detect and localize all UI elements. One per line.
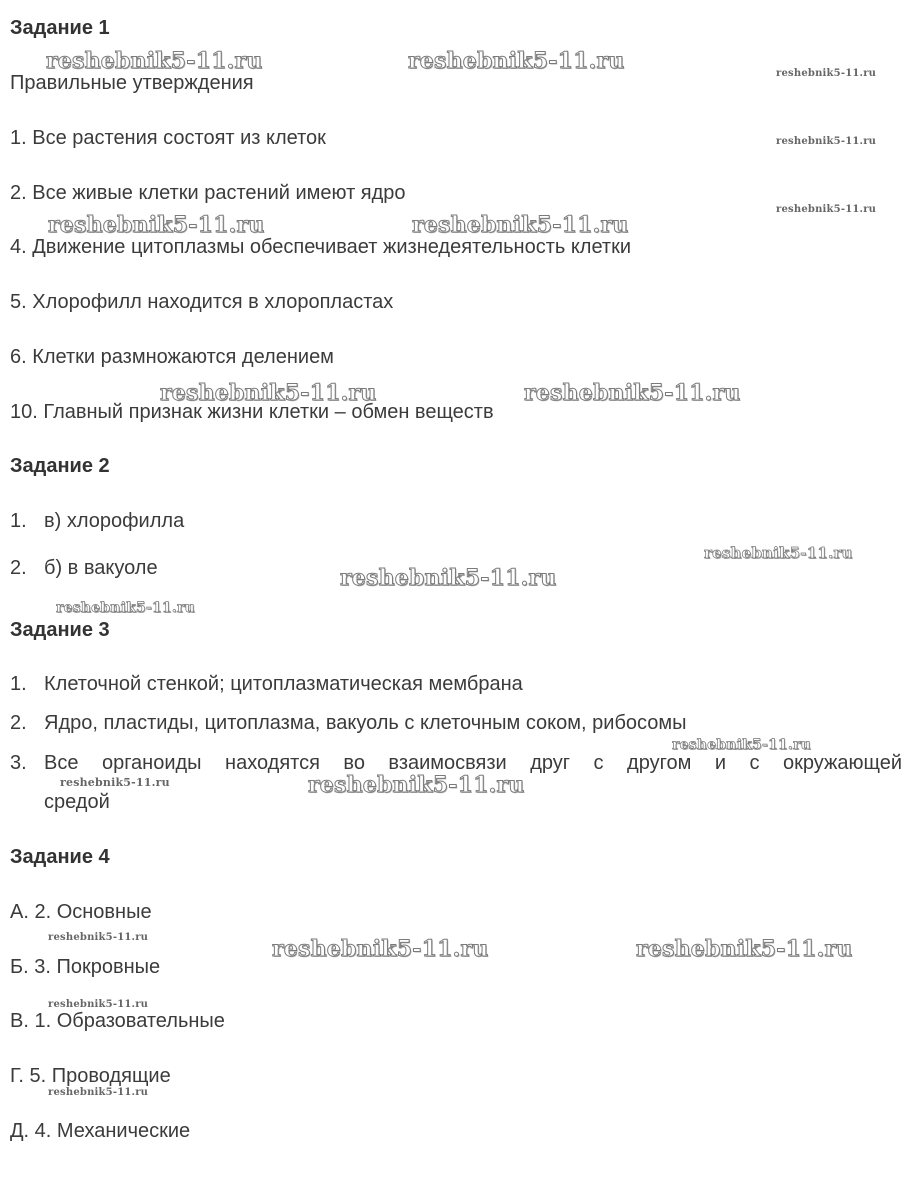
list-text: б) в вакуоле [44, 557, 158, 579]
watermark: reshebnik5-11.ru [272, 936, 489, 962]
watermark: reshebnik5-11.ru [408, 48, 625, 74]
watermark: reshebnik5-11.ru [776, 136, 877, 147]
list-text: Клеточной стенкой; цитоплазматическая мембрана [44, 673, 523, 695]
list-number: 3. [10, 752, 27, 774]
task1-item: 5. Хлорофилл находится в хлоропластах [10, 291, 394, 313]
task4-item: Г. 5. Проводящие [10, 1065, 171, 1087]
watermark: reshebnik5-11.ru [60, 776, 170, 789]
task1-subheading: Правильные утверждения [10, 72, 254, 94]
watermark: reshebnik5-11.ru [48, 1087, 149, 1098]
task3-item [0, 712, 909, 738]
watermark: reshebnik5-11.ru [776, 68, 877, 79]
list-number: 1. [10, 510, 27, 532]
task1-item: 6. Клетки размножаются делением [10, 346, 334, 368]
watermark: reshebnik5-11.ru [48, 932, 149, 943]
watermark: reshebnik5-11.ru [48, 212, 265, 238]
list-number: 2. [10, 557, 27, 579]
task1-item: 1. Все растения состоят из клеток [10, 127, 326, 149]
task4-item: Д. 4. Механические [10, 1120, 191, 1142]
watermark: reshebnik5-11.ru [672, 737, 811, 753]
watermark: reshebnik5-11.ru [340, 565, 557, 591]
watermark: reshebnik5-11.ru [776, 204, 877, 215]
watermark: reshebnik5-11.ru [56, 600, 195, 616]
task2-heading: Задание 2 [10, 455, 110, 477]
watermark: reshebnik5-11.ru [636, 936, 853, 962]
task1-heading: Задание 1 [10, 17, 110, 39]
task4-heading: Задание 4 [10, 846, 110, 868]
watermark: reshebnik5-11.ru [704, 544, 853, 562]
list-text: Ядро, пластиды, цитоплазма, вакуоль с клеточным соком, рибосомы [44, 712, 687, 734]
watermark: reshebnik5-11.ru [48, 999, 149, 1010]
list-text-continued: средой [44, 791, 110, 813]
watermark: reshebnik5-11.ru [308, 772, 525, 798]
list-text: Все органоиды находятся во взаимосвязи друг с другом и с окружающей [44, 752, 902, 774]
task3-heading: Задание 3 [10, 619, 110, 641]
list-text: в) хлорофилла [44, 510, 185, 532]
task1-item: 2. Все живые клетки растений имеют ядро [10, 182, 406, 204]
list-number: 1. [10, 673, 27, 695]
task2-item [0, 510, 909, 536]
watermark: reshebnik5-11.ru [46, 48, 263, 74]
task3-item [0, 673, 909, 699]
task1-item: 4. Движение цитоплазмы обеспечивает жизнедеятельность клетки [10, 236, 632, 258]
watermark: reshebnik5-11.ru [160, 380, 377, 406]
task4-item: А. 2. Основные [10, 901, 152, 923]
task1-item: 10. Главный признак жизни клетки – обмен веществ [10, 401, 494, 423]
task4-item: В. 1. Образовательные [10, 1010, 225, 1032]
watermark: reshebnik5-11.ru [524, 380, 741, 406]
watermark: reshebnik5-11.ru [412, 212, 629, 238]
list-number: 2. [10, 712, 27, 734]
task4-item: Б. 3. Покровные [10, 956, 161, 978]
